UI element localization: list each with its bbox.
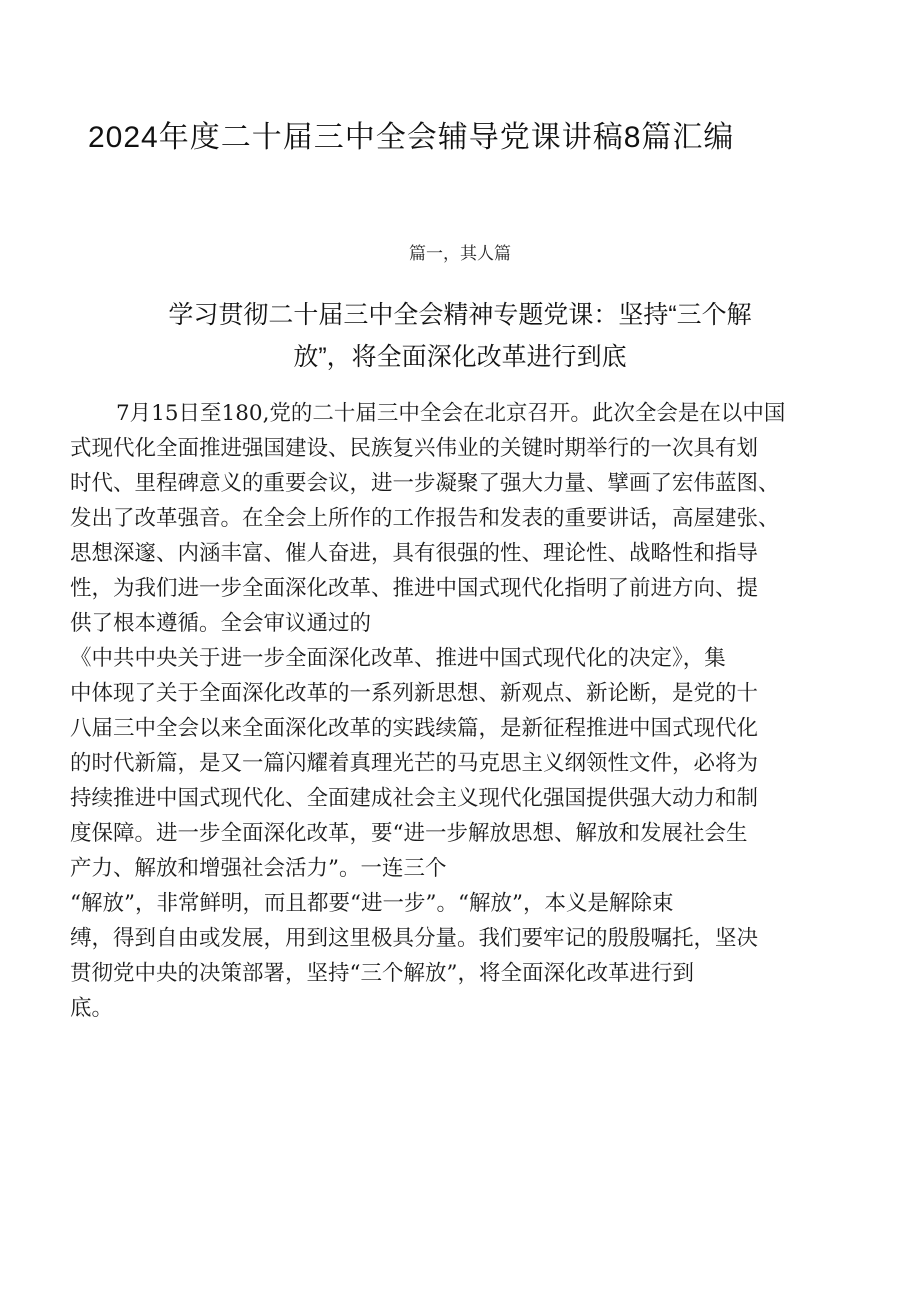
body-line: 思想深邃、内涵丰富、催人奋进，具有很强的性、理论性、战略性和指导: [70, 541, 759, 566]
body-line: 度保障。进一步全面深化改革，要“进一步解放思想、解放和发展社会生: [70, 821, 748, 846]
document-title: 2024年度二十届三中全会辅导党课讲稿8篇汇编: [88, 121, 735, 154]
body-line: 的时代新篇，是又一篇闪耀着真理光芒的马克思主义纲领性文件，必将为: [70, 751, 759, 776]
section-label: 篇一，其人篇: [409, 244, 511, 264]
body-line: 7月15日至180,党的二十届三中全会在北京召开。此次全会是在以中国: [116, 401, 786, 426]
body-line: “解放”，非常鲜明，而且都要“进一步”。“解放”，本义是解除束: [70, 891, 674, 916]
article-subtitle: [130, 294, 790, 378]
article-body: [70, 396, 860, 1026]
body-line: 发出了改革强音。在全会上所作的工作报告和发表的重要讲话，高屋建张、: [70, 506, 780, 531]
body-line: 供了根本遵循。全会审议通过的: [70, 611, 372, 636]
body-line: 时代、里程碑意义的重要会议，进一步凝聚了强大力量、擘画了宏伟蓝图、: [70, 471, 780, 496]
body-line: 底。: [70, 996, 114, 1021]
body-line: 持续推进中国式现代化、全面建成社会主义现代化强国提供强大动力和制: [70, 786, 759, 811]
body-line: 中体现了关于全面深化改革的一系列新思想、新观点、新论断，是党的十: [70, 681, 759, 706]
body-line: 产力、解放和增强社会活力”。一连三个: [70, 856, 447, 881]
body-line: 式现代化全面推进强国建设、民族复兴伟业的关键时期举行的一次具有划: [70, 436, 759, 461]
subtitle-line: 放”，将全面深化改革进行到底: [293, 343, 627, 371]
body-line: 贯彻党中央的决策部署，坚持“三个解放”，将全面深化改革进行到: [70, 961, 694, 986]
body-line: 缚，得到自由或发展，用到这里极具分量。我们要牢记的殷殷嘱托，坚决: [70, 926, 759, 951]
body-line: 性，为我们进一步全面深化改革、推进中国式现代化指明了前进方向、提: [70, 576, 759, 601]
body-line: 八届三中全会以来全面深化改革的实践续篇，是新征程推进中国式现代化: [70, 716, 759, 741]
body-line: 《中共中央关于进一步全面深化改革、推进中国式现代化的决定》，集: [70, 646, 726, 671]
subtitle-line: 学习贯彻二十届三中全会精神专题党课：坚持“三个解: [168, 301, 752, 329]
